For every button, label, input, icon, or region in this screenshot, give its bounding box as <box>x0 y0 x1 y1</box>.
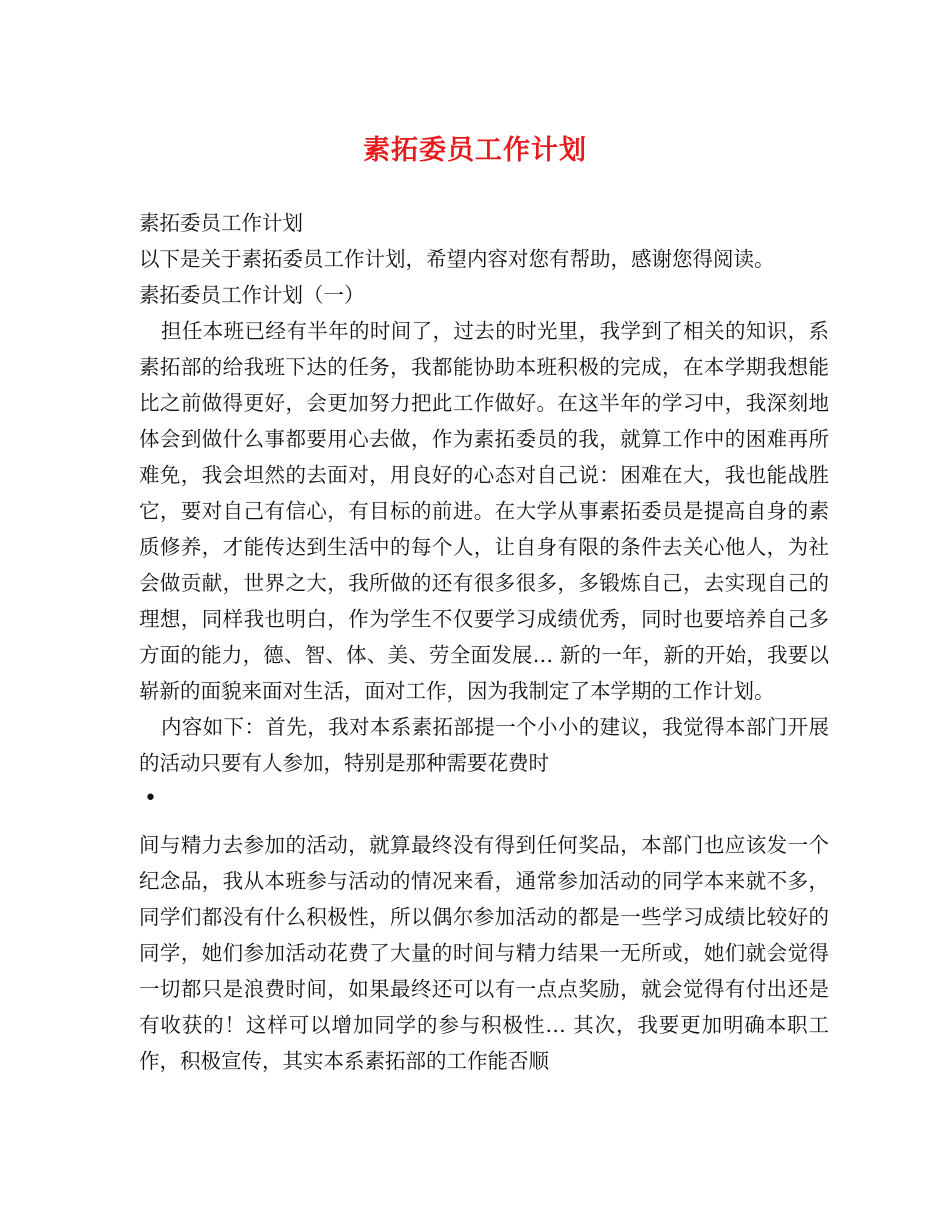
bullet-mark: • <box>144 786 157 811</box>
body-paragraph: 内容如下：首先，我对本系素拓部提一个小小的建议，我觉得本部门开展的活动只要有人参加，特别是那种需要花费时 <box>139 715 829 775</box>
subtitle-line: 素拓委员工作计划 <box>139 211 303 235</box>
body-paragraph: 担任本班已经有半年的时间了，过去的时光里，我学到了相关的知识，系素拓部的给我班下达的任务，我都能协助本班积极的完成，在本学期我想能比之前做得更好，会更加努力把此工作做好。在这半年的学习中，我深刻地体会到做什么事都要用心去做，作为素拓委员的我，就算工作中的困难再所难免，我会坦然的去面对，用良好的心态对自己说：困难在大，我也能战胜它，要对自己有信心，有目标的前进。在大学从事素拓委员是提高自身的素质修养，才能传达到生活中的每个人，让自身有限的条件去关心他人，为社会做贡献，世界之大，我所做的还有很多很多，多锻炼自己，去实现自己的理想，同样我也明白，作为学生不仅要学习成绩优秀，同时也要培养自己多方面的能力，德、智、体、美、劳全面发展… 新的一年，新的开始，我要以崭新的面貌来面对生活，面对工作，因为我制定了本学期的工作计划。 <box>139 319 829 703</box>
body-paragraph-continued: 间与精力去参加的活动，就算最终没有得到任何奖品，本部门也应该发一个纪念品，我从本班参与活动的情况来看，通常参加活动的同学本来就不多，同学们都没有什么积极性，所以偶尔参加活动的都是一些学习成绩比较好的同学，她们参加活动花费了大量的时间与精力结果一无所或，她们就会觉得一切都只是浪费时间，如果最终还可以有一点点奖励，就会觉得有付出还是有收获的！这样可以增加同学的参与积极性… 其次，我要更加明确本职工作，积极宣传，其实本系素拓部的工作能否顺 <box>139 833 829 1073</box>
spacer <box>139 817 829 827</box>
document-body <box>139 205 829 1079</box>
section-heading: 素拓委员工作计划（一） <box>139 283 365 307</box>
intro-line: 以下是关于素拓委员工作计划，希望内容对您有帮助，感谢您得阅读。 <box>139 247 775 271</box>
document-title: 素拓委员工作计划 <box>363 135 587 166</box>
